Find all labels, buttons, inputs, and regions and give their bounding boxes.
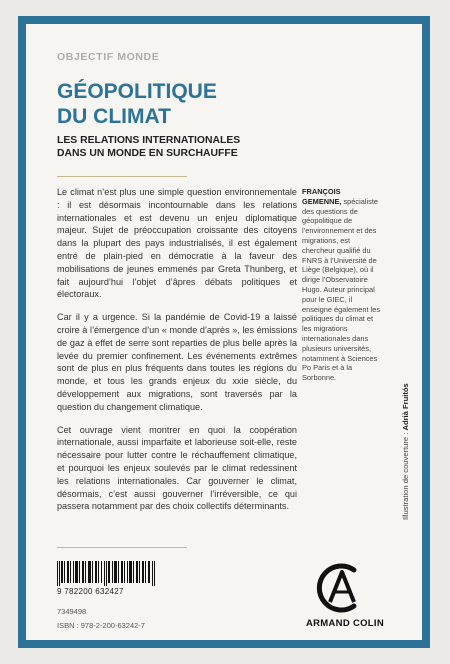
barcode xyxy=(57,561,157,586)
publisher-name: ARMAND COLIN xyxy=(305,618,384,629)
blurb-paragraph-1: Le climat n’est plus une simple question environnementale : il est désormais incontournable dans les relations internationales et est devenu un enjeu diplomatique majeur. Sujet de préoccupation croissante des citoyens dans la plupart des pays industrialisés, il est également entré de plain-pied en démocratie à la faveur des mobilisations de jeunes emmenés par Greta Thunberg, et fait aujourd’hui l’objet d’âpres débats politiques et électoraux. xyxy=(57,187,297,300)
book-title xyxy=(57,79,217,129)
blurb xyxy=(57,186,297,523)
title-line-2: DU CLIMAT xyxy=(57,105,171,128)
bottom-divider xyxy=(57,547,187,548)
subtitle-line-2: DANS UN MONDE EN SURCHAUFFE xyxy=(57,148,238,159)
series-name: OBJECTIF MONDE xyxy=(57,51,160,63)
credit-name: Adrià Fruitós xyxy=(401,383,410,431)
blurb-paragraph-2: Car il y a urgence. Si la pandémie de Covid-19 a laissé croire à l’émergence d’un « monde d’après », les émissions de gaz à effet de serre sont reparties de plus belle après la levée du premier confinement. Les événements extrêmes sont de plus en plus fréquents dans toutes les régions du monde, et tous les grands enjeux du xxie siècle, du développement aux migrations, sont traversés par la question du changement climatique. xyxy=(57,312,297,412)
author-bio-text: spécialiste des questions de géopolitique de l’environnement et des migrations, est chercheur qualifié du FNRS à l’Université de Liège (Belgique), où il dirige l’Observatoire Hugo. Auteur principal pour le GIEC, il enseigne également les politiques du climat et les migrations internationales dans plusieurs universités, notamment à Sciences Po Paris et à la Sorbonne. xyxy=(302,196,381,383)
product-code: 7349498 xyxy=(57,607,87,616)
book-subtitle xyxy=(57,134,240,160)
author-name: FRANÇOIS GEMENNE, xyxy=(302,187,342,206)
illustration-credit xyxy=(401,383,410,520)
author-bio xyxy=(302,187,382,383)
top-divider xyxy=(57,176,187,177)
armand-colin-logo xyxy=(302,558,382,618)
credit-label: Illustration de couverture : xyxy=(401,430,410,520)
subtitle-line-1: LES RELATIONS INTERNATIONALES xyxy=(57,135,241,146)
isbn: ISBN : 978-2-200-63242-7 xyxy=(57,621,145,630)
blurb-paragraph-3: Cet ouvrage vient montrer en quoi la coopération internationale, aussi imparfaite et laborieuse soit-elle, reste nécessaire pour lutter contre le réchauffement climatique, et pourquoi les enjeux soulevés par le climat redessinent les relations internationales. Car gouverner le climat, désormais, c’est aussi gouverner l’irréversible, ce qui passera notamment par des choix collectifs déterminants. xyxy=(57,424,297,512)
barcode-number: 9 782200 632427 xyxy=(57,587,124,596)
title-line-1: GÉOPOLITIQUE xyxy=(57,80,217,103)
